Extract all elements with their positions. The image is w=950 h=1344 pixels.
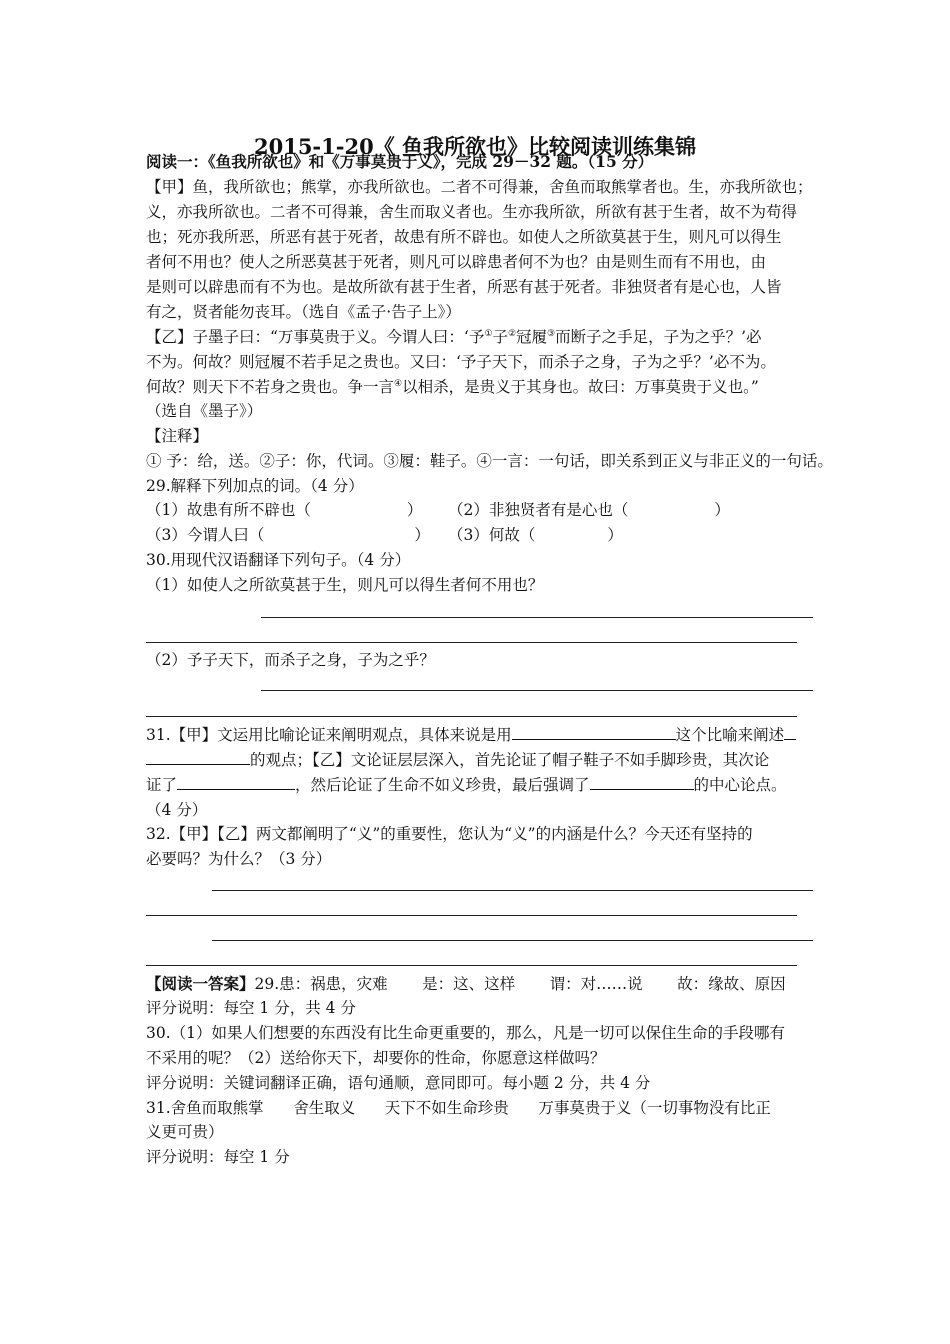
scoring-note-30: 评分说明：关键词翻译正确，语句通顺，意同即可。每小题 2 分，共 4 分 bbox=[146, 1074, 651, 1092]
notes-text: ① 予：给，送。②子：你，代词。③履：鞋子。④一言：一句话，即关系到正义与非正义的一句话。 bbox=[146, 452, 833, 470]
q29-item-2-text: （2）非独贤者有是心也（ bbox=[448, 501, 629, 519]
q31-text-c: 的观点；【乙】文论证层层深入，首先论证了帽子鞋子不如手脚珍贵，其次论 bbox=[250, 751, 770, 769]
jia-text-line-5: 是则可以辟患而有不为也。是故所欲有甚于生者，所恶有甚于死者。非独贤者有是心也，人皆 bbox=[146, 278, 782, 296]
reading1-heading: 阅读一：《鱼我所欲也》和《万事莫贵于义》，完成 29－32 题。（15 分） bbox=[146, 152, 654, 171]
yi-line1-part-c: 冠履 bbox=[516, 328, 548, 346]
answer-30-line-1: 30.（1）如果人们想要的东西没有比生命更重要的，那么，凡是一切可以保住生命的手段哪有 bbox=[146, 1024, 786, 1042]
yi-line3-part-b: 以相杀，是贵义于其身也。故曰：万事莫贵于义也。” bbox=[402, 378, 759, 396]
q32-answer-line-4[interactable] bbox=[146, 965, 797, 966]
yi-text-line-2: 不为。何故？则冠履不若手足之贵也。又曰：‘予子天下，而杀子之身，子为之乎？’必不为。 bbox=[146, 353, 776, 371]
scoring-note-29: 评分说明：每空 1 分，共 4 分 bbox=[146, 999, 356, 1017]
yi-text-line-3 bbox=[146, 377, 759, 397]
yi-text-line-1 bbox=[146, 327, 762, 347]
q29-stem: 29.解释下列加点的词。（4 分） bbox=[146, 477, 364, 495]
q29-close-2: ） bbox=[714, 501, 730, 519]
q31-blank-1[interactable] bbox=[512, 725, 676, 740]
answer-29 bbox=[146, 974, 786, 994]
q29-item-1[interactable] bbox=[146, 500, 422, 520]
yi-line1-part-b: 子 bbox=[492, 328, 508, 346]
answer-section-label: 【阅读一答案】 bbox=[146, 974, 255, 993]
q31-text-f: 的中心论点。 bbox=[693, 776, 787, 794]
notes-heading: 【注释】 bbox=[146, 427, 209, 445]
q31-score: （4 分） bbox=[146, 801, 208, 819]
q29-item-1-text: （1）故患有所不辟也（ bbox=[146, 501, 311, 519]
q30-sentence-2: （2）予子天下，而杀子之身，子为之乎？ bbox=[146, 651, 435, 669]
jia-text-line-1: 【甲】鱼，我所欲也；熊掌，亦我所欲也。二者不可得兼，舍鱼而取熊掌者也。生，亦我所欲也； bbox=[146, 178, 813, 196]
q29-item-2[interactable] bbox=[448, 500, 730, 520]
q30-stem: 30.用现代汉语翻译下列句子。（4 分） bbox=[146, 551, 411, 569]
q32-line-2: 必要吗？为什么？（3 分） bbox=[146, 850, 332, 868]
note-marker-4: ④ bbox=[394, 378, 403, 389]
note-marker-1: ① bbox=[484, 328, 493, 339]
q30-answer-line-2b[interactable] bbox=[146, 716, 797, 717]
yi-line3-part-a: 何故？则天下不若身之贵也。争一言 bbox=[146, 378, 395, 396]
note-marker-2: ② bbox=[507, 328, 517, 339]
q30-sentence-1: （1）如使人之所欲莫甚于生，则凡可以得生者何不用也？ bbox=[146, 576, 544, 594]
q31-blank-4[interactable] bbox=[590, 775, 694, 790]
q31-blank-2-start[interactable] bbox=[784, 725, 796, 740]
q29-close-3: ） bbox=[414, 526, 430, 544]
q29-item-3-text: （3）今谓人曰（ bbox=[146, 526, 265, 544]
q29-close-4: ） bbox=[607, 526, 623, 544]
q29-close-1: ） bbox=[406, 501, 423, 519]
answer-31-line-2: 义更可贵） bbox=[146, 1123, 224, 1141]
q32-answer-line-3[interactable] bbox=[212, 940, 813, 941]
q30-answer-line-2a[interactable] bbox=[261, 690, 813, 691]
q31-text-a: 31.【甲】文运用比喻论证来阐明观点，具体来说是用 bbox=[146, 726, 512, 744]
q29-item-3[interactable] bbox=[146, 525, 430, 545]
yi-line1-part-d: 而断子之手足，子为之乎？’必 bbox=[555, 328, 762, 346]
jia-text-line-3: 也；死亦我所恶，所恶有甚于死者，故患有所不辟也。如使人之所欲莫甚于生，则凡可以得生 bbox=[146, 228, 782, 246]
q31-text-e: ，然后论证了生命不如义珍贵，最后强调了 bbox=[295, 776, 590, 794]
q32-line-1: 32.【甲】【乙】两文都阐明了“义”的重要性，您认为“义”的内涵是什么？今天还有坚持的 bbox=[146, 825, 753, 843]
q32-answer-line-2[interactable] bbox=[146, 915, 797, 916]
jia-text-line-4: 者何不用也？使人之所恶莫甚于死者，则凡可以辟患者何不为也？由是则生而有不用也，由 bbox=[146, 253, 767, 271]
answer-31-line-1: 31.舍鱼而取熊掌 舍生取义 天下不如生命珍贵 万事莫贵于义（一切事物没有比正 bbox=[146, 1099, 771, 1117]
q31-line-3 bbox=[146, 775, 787, 795]
q30-answer-line-1b[interactable] bbox=[146, 642, 797, 643]
q31-blank-3[interactable] bbox=[177, 775, 295, 790]
jia-text-line-2: 义，亦我所欲也。二者不可得兼，舍生而取义者也。生亦我所欲，所欲有甚于生者，故不为苟得 bbox=[146, 203, 798, 221]
q29-item-4-text: （3）何故（ bbox=[448, 526, 536, 544]
answer-29-text: 29.患：祸患，灾难 是：这、这样 谓：对……说 故：缘故、原因 bbox=[254, 975, 786, 993]
q29-item-4[interactable] bbox=[448, 525, 623, 545]
q31-blank-2[interactable] bbox=[146, 750, 250, 765]
note-marker-3: ③ bbox=[547, 328, 556, 339]
q31-text-d: 证了 bbox=[146, 776, 178, 794]
q32-answer-line-1[interactable] bbox=[212, 890, 813, 891]
q31-text-b: 这个比喻来阐述 bbox=[675, 726, 785, 744]
q30-answer-line-1a[interactable] bbox=[261, 617, 813, 618]
jia-text-line-6: 有之，贤者能勿丧耳。（选自《孟子·告子上》） bbox=[146, 303, 461, 321]
answer-30-line-2: 不采用的呢？（2）送给你天下，却要你的性命，你愿意这样做吗？ bbox=[146, 1049, 606, 1067]
q31-line-1 bbox=[146, 725, 796, 745]
yi-line1-part-a: 【乙】子墨子曰：“万事莫贵于义。今谓人曰：‘予 bbox=[146, 328, 485, 346]
q31-line-2 bbox=[146, 750, 769, 770]
yi-source: （选自《墨子》） bbox=[146, 402, 263, 420]
document-title: 2015-1-20《 鱼我所欲也》比较阅读训练集锦 bbox=[253, 134, 697, 159]
scoring-note-31: 评分说明：每空 1 分 bbox=[146, 1148, 290, 1166]
